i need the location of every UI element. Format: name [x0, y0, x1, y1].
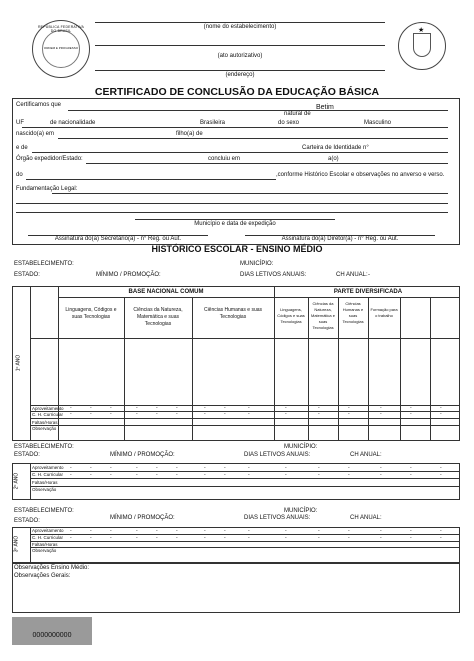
observacao-1: Observação — [32, 426, 57, 431]
certificamos-label: Certificamos que — [16, 102, 62, 108]
grade-dash: - — [156, 405, 158, 411]
grade-dash: - — [70, 405, 72, 411]
grade-dash: - — [248, 528, 250, 534]
grade-dash: - — [440, 535, 442, 541]
fundamentacao-label: Fundamentação Legal: — [16, 186, 78, 192]
grade-dash: - — [285, 472, 287, 478]
grade-dash: - — [380, 405, 382, 411]
seal-star: ★ — [418, 27, 425, 34]
carteira-label: Carteira de Identidade n° — [302, 145, 369, 151]
grade-dash: - — [440, 465, 442, 471]
natural-de-label: natural de — [284, 111, 311, 117]
grade-dash: - — [176, 528, 178, 534]
estado-1: ESTADO: — [14, 272, 40, 278]
seal-shield — [413, 33, 431, 57]
nacionalidade-label: de nacionalidade — [50, 120, 96, 126]
grade-dash: - — [136, 528, 138, 534]
grade-dash: - — [318, 411, 320, 417]
grade-dash: - — [204, 528, 206, 534]
pd-formacao: Formação para o trabalho — [370, 307, 398, 318]
estabelecimento-2: ESTABELECIMENTO: — [14, 444, 74, 450]
grade-dash: - — [90, 411, 92, 417]
grade-dash: - — [410, 528, 412, 534]
ao-label: a(o) — [328, 156, 339, 162]
grade-dash: - — [410, 465, 412, 471]
grade-dash: - — [380, 472, 382, 478]
grade-dash: - — [248, 465, 250, 471]
grade-dash: - — [348, 472, 350, 478]
sexo-value: Masculino — [364, 120, 392, 126]
grade-dash: - — [410, 405, 412, 411]
grade-dash: - — [285, 465, 287, 471]
grade-dash: - — [440, 411, 442, 417]
grade-dash: - — [110, 528, 112, 534]
grade-dash: - — [224, 411, 226, 417]
parte-diversificada-header: PARTE DIVERSIFICADA — [333, 289, 403, 295]
grade-dash: - — [70, 465, 72, 471]
grade-dash: - — [248, 535, 250, 541]
grade-dash: - — [156, 528, 158, 534]
grade-dash: - — [90, 535, 92, 541]
dias-3: DIAS LETIVOS ANUAIS: — [244, 515, 311, 521]
grade-dash: - — [348, 411, 350, 417]
grade-table-3 — [12, 527, 460, 563]
grade-dash: - — [224, 465, 226, 471]
grade-dash: - — [248, 411, 250, 417]
ch-curricular-2: C. H. Curricular — [32, 472, 64, 477]
ch-anual-3: CH ANUAL: — [350, 515, 382, 521]
grade-dash: - — [156, 465, 158, 471]
col-linguagens: Linguagens, Códigos e suas Tecnologias — [65, 307, 117, 320]
grade-dash: - — [70, 535, 72, 541]
grade-dash: - — [70, 528, 72, 534]
ano2-label: 2º ANO — [13, 472, 20, 490]
aproveitamento-3: Aproveitamento — [32, 528, 64, 533]
grade-dash: - — [440, 472, 442, 478]
filho-label: filho(a) de — [176, 131, 203, 137]
e-de-label: e de — [16, 145, 28, 151]
grade-dash: - — [410, 411, 412, 417]
ch-anual-2: CH ANUAL: — [350, 452, 382, 458]
conforme-text: ,conforme Histórico Escolar e observações no anverso e verso. — [276, 172, 445, 178]
orgao-label: Órgão expedidor/Estado: — [16, 156, 83, 162]
grade-dash: - — [348, 405, 350, 411]
col-ciencias-natureza: Ciências da Natureza, Matemática e suas Tecnologias — [133, 307, 183, 327]
ano1-label: 1º ANO — [15, 354, 22, 372]
grade-dash: - — [440, 405, 442, 411]
ato-label: (ato autorizativo) — [217, 53, 263, 59]
grade-dash: - — [318, 535, 320, 541]
faltas-1: Faltas/Horas — [32, 420, 58, 425]
minimo-2: MÍNIMO / PROMOÇÃO: — [110, 452, 175, 458]
grade-dash: - — [348, 465, 350, 471]
grade-dash: - — [176, 465, 178, 471]
grade-dash: - — [285, 405, 287, 411]
municipio-1: MUNICÍPIO: — [240, 261, 274, 267]
municipio-data-label: Município e data de expedição — [194, 221, 276, 227]
grade-dash: - — [156, 535, 158, 541]
grade-dash: - — [318, 528, 320, 534]
certificate-title: CERTIFICADO DE CONCLUSÃO DA EDUCAÇÃO BÁSICA — [94, 86, 380, 98]
grade-dash: - — [318, 405, 320, 411]
ch-dash-1: - — [368, 272, 370, 278]
estabelecimento-1: ESTABELECIMENTO: — [14, 261, 74, 267]
grade-dash: - — [90, 465, 92, 471]
grade-dash: - — [224, 405, 226, 411]
grade-dash: - — [110, 472, 112, 478]
ch-curricular-1: C. H. Curricular — [32, 412, 64, 417]
seal-text: REPÚBLICA FEDERATIVA DO BRASIL — [37, 25, 85, 33]
grade-dash: - — [248, 405, 250, 411]
grade-dash: - — [224, 535, 226, 541]
grade-dash: - — [110, 405, 112, 411]
grade-dash: - — [380, 411, 382, 417]
endereco-label: (endereço) — [225, 72, 255, 78]
grade-dash: - — [224, 528, 226, 534]
ch-curricular-3: C. H. Curricular — [32, 535, 64, 540]
grade-dash: - — [285, 535, 287, 541]
grade-dash: - — [204, 411, 206, 417]
grade-dash: - — [380, 535, 382, 541]
state-seal-icon — [398, 22, 446, 70]
obs-ensino-medio: Observações Ensino Médio: — [14, 565, 90, 571]
grade-dash: - — [410, 472, 412, 478]
dias-1: DIAS LETIVOS ANUAIS: — [240, 272, 307, 278]
ch-anual-1: CH ANUAL: — [336, 272, 368, 278]
grade-dash: - — [136, 411, 138, 417]
grade-dash: - — [110, 535, 112, 541]
natural-value: Betim — [316, 104, 334, 111]
estado-3: ESTADO: — [14, 518, 40, 524]
minimo-3: MÍNIMO / PROMOÇÃO: — [110, 515, 175, 521]
minimo-1: MÍNIMO / PROMOÇÃO: — [96, 272, 161, 278]
pd-ciencias-humanas: Ciências Humanas e suas Tecnologias — [342, 301, 364, 324]
grade-dash: - — [204, 472, 206, 478]
grade-dash: - — [90, 405, 92, 411]
grade-dash: - — [70, 472, 72, 478]
ano3-label: 3º ANO — [13, 535, 20, 553]
grade-dash: - — [224, 472, 226, 478]
grade-dash: - — [440, 528, 442, 534]
grade-dash: - — [90, 472, 92, 478]
grade-dash: - — [176, 411, 178, 417]
grade-dash: - — [248, 472, 250, 478]
base-nacional-header: BASE NACIONAL COMUM — [128, 289, 204, 295]
aproveitamento-1: Aproveitamento — [32, 406, 64, 411]
grade-dash: - — [136, 472, 138, 478]
grade-dash: - — [136, 465, 138, 471]
municipio-3: MUNICÍPIO: — [284, 508, 318, 514]
nacionalidade-value: Brasileira — [200, 120, 226, 126]
pd-ciencias-natureza: Ciências da Natureza, Matemática e suas Tecnologias — [310, 301, 335, 330]
nascido-label: nascido(a) em — [16, 131, 55, 137]
grade-dash: - — [204, 535, 206, 541]
grade-dash: - — [348, 528, 350, 534]
faltas-3: Faltas/Horas — [32, 542, 58, 547]
assinatura-diretor: Assinatura do(a) Diretor(a) - n° Reg. ou Aut. — [281, 236, 399, 242]
grade-dash: - — [285, 411, 287, 417]
faltas-2: Faltas/Horas — [32, 480, 58, 485]
grade-dash: - — [70, 411, 72, 417]
serial-number: 0000000000 — [12, 617, 92, 645]
assinatura-secretario: Assinatura do(a) Secretário(a) - n° Reg. ou Aut. — [54, 236, 182, 242]
grade-dash: - — [90, 528, 92, 534]
grade-dash: - — [204, 405, 206, 411]
grade-dash: - — [285, 528, 287, 534]
observacao-3: Observação — [32, 548, 57, 553]
grade-dash: - — [318, 465, 320, 471]
grade-dash: - — [318, 472, 320, 478]
grade-dash: - — [380, 465, 382, 471]
grade-dash: - — [348, 535, 350, 541]
do-label: do — [16, 172, 23, 178]
concluiu-label: concluiu em — [208, 156, 241, 162]
grade-dash: - — [156, 472, 158, 478]
uf-label: UF — [16, 120, 24, 126]
estabelecimento-label: (nome do estabelecimento) — [203, 24, 277, 30]
grade-dash: - — [410, 535, 412, 541]
sexo-label: do sexo — [278, 120, 300, 126]
observacao-2: Observação — [32, 487, 57, 492]
dias-2: DIAS LETIVOS ANUAIS: — [244, 452, 311, 458]
estabelecimento-3: ESTABELECIMENTO: — [14, 508, 74, 514]
brazil-seal-icon — [32, 20, 90, 78]
historico-title: HISTÓRICO ESCOLAR - ENSINO MÉDIO — [151, 244, 323, 254]
obs-gerais: Observações Gerais: — [14, 573, 71, 579]
estado-2: ESTADO: — [14, 452, 40, 458]
municipio-2: MUNICÍPIO: — [284, 444, 318, 450]
seal-motto: ORDEM E PROGRESSO — [43, 46, 79, 50]
grade-dash: - — [176, 535, 178, 541]
pd-linguagens: Linguagens, Códigos e suas Tecnologias — [277, 307, 305, 324]
grade-dash: - — [110, 411, 112, 417]
grade-dash: - — [380, 528, 382, 534]
col-ciencias-humanas: Ciências Humanas e suas Tecnologias — [203, 307, 263, 320]
grade-dash: - — [176, 405, 178, 411]
grade-dash: - — [204, 465, 206, 471]
grade-dash: - — [156, 411, 158, 417]
grade-table-2 — [12, 463, 460, 500]
grade-dash: - — [136, 405, 138, 411]
grade-dash: - — [176, 472, 178, 478]
grade-dash: - — [136, 535, 138, 541]
grade-dash: - — [110, 465, 112, 471]
aproveitamento-2: Aproveitamento — [32, 465, 64, 470]
